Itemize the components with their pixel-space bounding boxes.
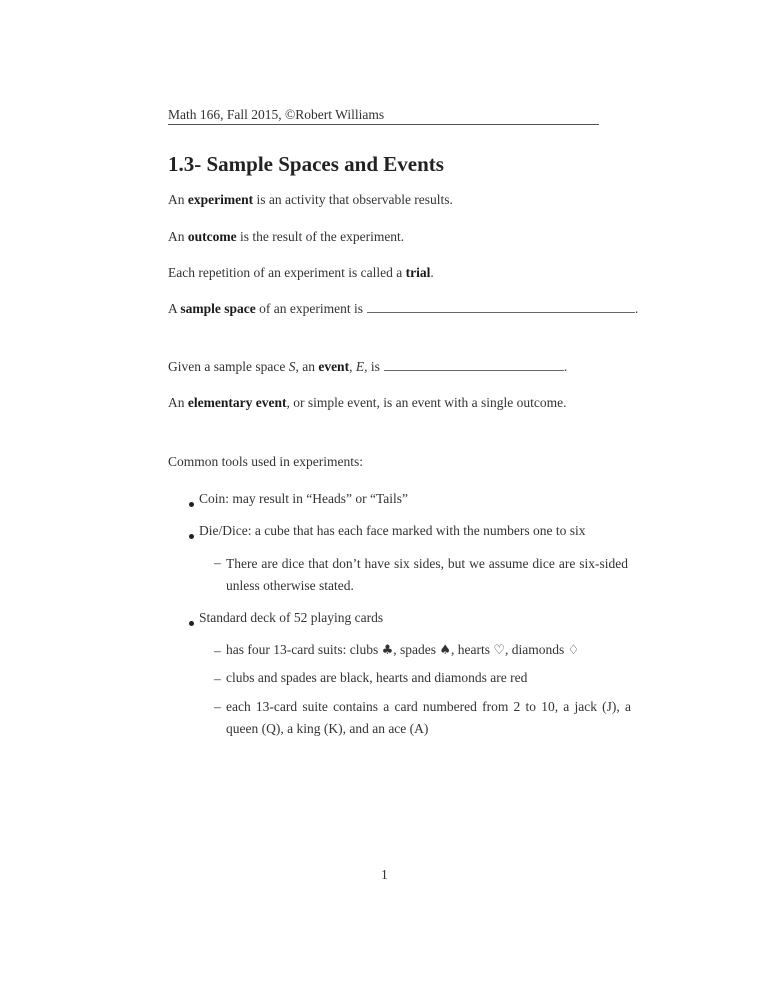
text: , hearts bbox=[451, 642, 494, 657]
definition-trial bbox=[168, 265, 434, 281]
dash-icon: – bbox=[214, 671, 221, 686]
text: of an experiment is bbox=[255, 301, 363, 316]
dash-icon: – bbox=[214, 699, 221, 714]
text: . bbox=[634, 301, 639, 316]
definition-experiment bbox=[168, 192, 453, 208]
sub-item-suits bbox=[226, 642, 579, 658]
text: . bbox=[563, 359, 568, 374]
sub-item-ranks: each 13-card suite contains a card numbered from 2 to 10, a jack (J), a queen (Q), a king (K), and an ace (A) bbox=[226, 699, 631, 736]
fill-in-blank-sample-space[interactable] bbox=[367, 311, 635, 313]
bullet-icon bbox=[189, 534, 194, 539]
text: A bbox=[168, 301, 181, 316]
text: An bbox=[168, 192, 188, 207]
dash-icon: – bbox=[214, 643, 221, 658]
text: Each repetition of an experiment is called a bbox=[168, 265, 406, 280]
diamonds-icon: ♢ bbox=[567, 643, 580, 658]
definition-sample-space bbox=[168, 301, 638, 317]
section-title: 1.3- Sample Spaces and Events bbox=[168, 152, 444, 176]
definition-outcome bbox=[168, 229, 404, 245]
list-item-deck: Standard deck of 52 playing cards bbox=[199, 610, 384, 625]
text: , spades bbox=[393, 642, 440, 657]
text: is the result of the experiment. bbox=[236, 229, 405, 244]
definition-event bbox=[168, 359, 567, 375]
variable-s: S bbox=[288, 359, 296, 374]
clubs-icon: ♣ bbox=[381, 643, 394, 658]
term-elementary-event: elementary event bbox=[187, 395, 287, 410]
list-item-coin: Coin: may result in “Heads” or “Tails” bbox=[199, 491, 408, 506]
dash-icon: – bbox=[214, 555, 221, 570]
text: Given a sample space bbox=[168, 359, 289, 374]
text: , bbox=[349, 359, 356, 374]
variable-e: E bbox=[355, 359, 365, 374]
text: is an activity that observable results. bbox=[253, 192, 453, 207]
spades-icon: ♠ bbox=[439, 643, 452, 658]
text: An bbox=[168, 229, 188, 244]
bullet-icon bbox=[189, 502, 194, 507]
running-header: Math 166, Fall 2015, ©Robert Williams bbox=[168, 107, 385, 122]
sub-item-dice-sides: There are dice that don’t have six sides, but we assume dice are six-sided unless otherwise stated. bbox=[226, 556, 628, 593]
fill-in-blank-event[interactable] bbox=[384, 369, 564, 371]
term-event: event bbox=[318, 359, 350, 374]
text: An bbox=[168, 395, 188, 410]
term-trial: trial bbox=[405, 265, 431, 280]
term-outcome: outcome bbox=[187, 229, 237, 244]
text: , an bbox=[295, 359, 319, 374]
text: , diamonds bbox=[505, 642, 568, 657]
sub-item-colors: clubs and spades are black, hearts and diamonds are red bbox=[226, 670, 528, 685]
term-sample-space: sample space bbox=[180, 301, 256, 316]
text: , or simple event, is an event with a single outcome. bbox=[286, 395, 567, 410]
hearts-icon: ♡ bbox=[493, 643, 506, 658]
definition-elementary-event bbox=[168, 395, 567, 411]
bullet-icon bbox=[189, 621, 194, 626]
tools-heading: Common tools used in experiments: bbox=[168, 454, 363, 469]
term-experiment: experiment bbox=[187, 192, 254, 207]
text: , is bbox=[364, 359, 380, 374]
list-item-dice: Die/Dice: a cube that has each face marked with the numbers one to six bbox=[199, 523, 586, 538]
page-number: 1 bbox=[381, 867, 388, 882]
text: has four 13-card suits: clubs bbox=[226, 642, 382, 657]
text: . bbox=[430, 265, 434, 280]
header-rule bbox=[168, 124, 599, 125]
